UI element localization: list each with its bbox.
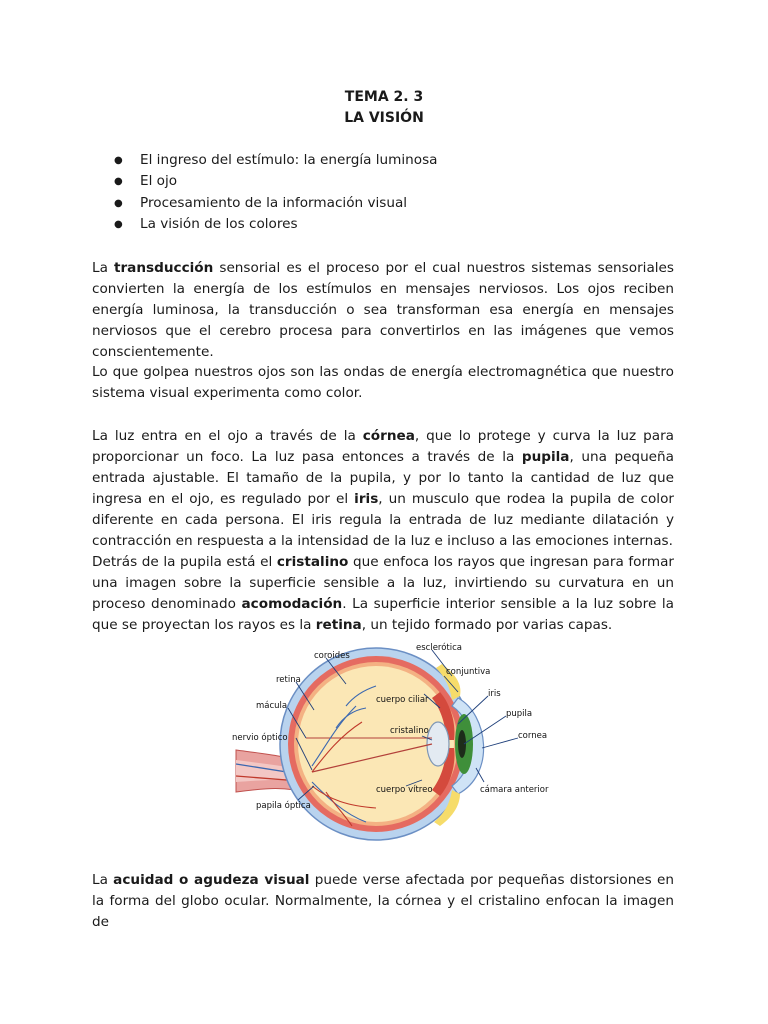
paragraph-transduccion: La transducción sensorial es el proceso por el cual nuestros sistemas sensoriales convierten la energía de los estímulos en mensajes nerviosos. Los ojos reciben energía luminosa, la transducción o sea transforman esa energía en mensajes nerviosos que el cerebro procesa para convertirlos en las imágenes que vemos conscientemente. — [92, 260, 674, 360]
label-iris: iris — [488, 689, 501, 699]
label-retina: retina — [276, 675, 301, 685]
label-pupila: pupila — [506, 709, 533, 719]
label-papila-optica: papila óptica — [256, 801, 311, 811]
label-cristalino: cristalino — [390, 726, 429, 736]
term-cornea: córnea — [362, 428, 415, 444]
paragraph-cristalino: Detrás de la pupila está el cristalino que enfoca los rayos que ingresan para formar una imagen sobre la superficie sensible a la luz, invirtiendo su curvatura en un proceso denominado acomodación. La superficie interior sensible a la luz sobre la que se proyectan los rayos es la retina, un tejido formado por varias capas. — [92, 554, 675, 633]
topic-list — [116, 150, 438, 235]
label-cuerpo-vitreo: cuerpo vítreo — [376, 785, 433, 795]
term-iris: iris — [354, 490, 379, 507]
label-nervio-optico: nervio óptico — [232, 733, 288, 743]
label-cornea: cornea — [518, 731, 548, 741]
list-item: ● Procesamiento de la información visual — [116, 193, 438, 214]
term-pupila: pupila — [521, 448, 570, 465]
paragraph-cornea: La luz entra en el ojo a través de la córnea, que lo protege y curva la luz para proporcionar un foco. La luz pasa entonces a través de la pupila, una pequeña entrada ajustable. El tamaño de la pupila, y por lo tanto la cantidad de luz que ingresa en el ojo, es regulado por el iris, un musculo que rodea la pupila de color diferente en cada persona. El iris regula la entrada de luz mediante dilatación y contracción en respuesta a la intensidad de la luz e incluso a las emociones internas. — [92, 428, 674, 549]
page-title: LA VISIÓN — [344, 110, 424, 126]
term-acomodacion: acomodación — [241, 595, 343, 612]
term-acuidad: acuidad o agudeza visual — [113, 872, 310, 888]
list-item: ● La visión de los colores — [116, 214, 438, 235]
term-retina: retina — [315, 616, 362, 633]
label-macula: mácula — [256, 701, 288, 711]
label-camara-anterior: cámara anterior — [480, 785, 549, 795]
paragraph-acuidad: La acuidad o agudeza visual puede verse afectada por pequeñas distorsiones en la forma del globo ocular. Normalmente, la córnea y el cristalino enfocan la imagen de — [92, 872, 674, 930]
list-item: ● El ojo — [116, 171, 438, 192]
list-item: ● El ingreso del estímulo: la energía luminosa — [116, 150, 438, 171]
topic-number: TEMA 2. 3 — [344, 89, 424, 105]
eye-anatomy-illustration — [226, 636, 562, 858]
paragraph-ondas: Lo que golpea nuestros ojos son las ondas de energía electromagnética que nuestro sistema visual experimenta como color. — [92, 364, 674, 401]
label-esclerotica: esclerótica — [416, 643, 463, 653]
label-coroides: coroides — [314, 651, 350, 661]
term-transduccion: transducción — [113, 260, 214, 276]
term-cristalino: cristalino — [276, 554, 349, 570]
eye-diagram — [226, 636, 562, 858]
label-conjuntiva: conjuntiva — [446, 667, 491, 677]
label-cuerpo-ciliar: cuerpo ciliar — [376, 695, 429, 705]
